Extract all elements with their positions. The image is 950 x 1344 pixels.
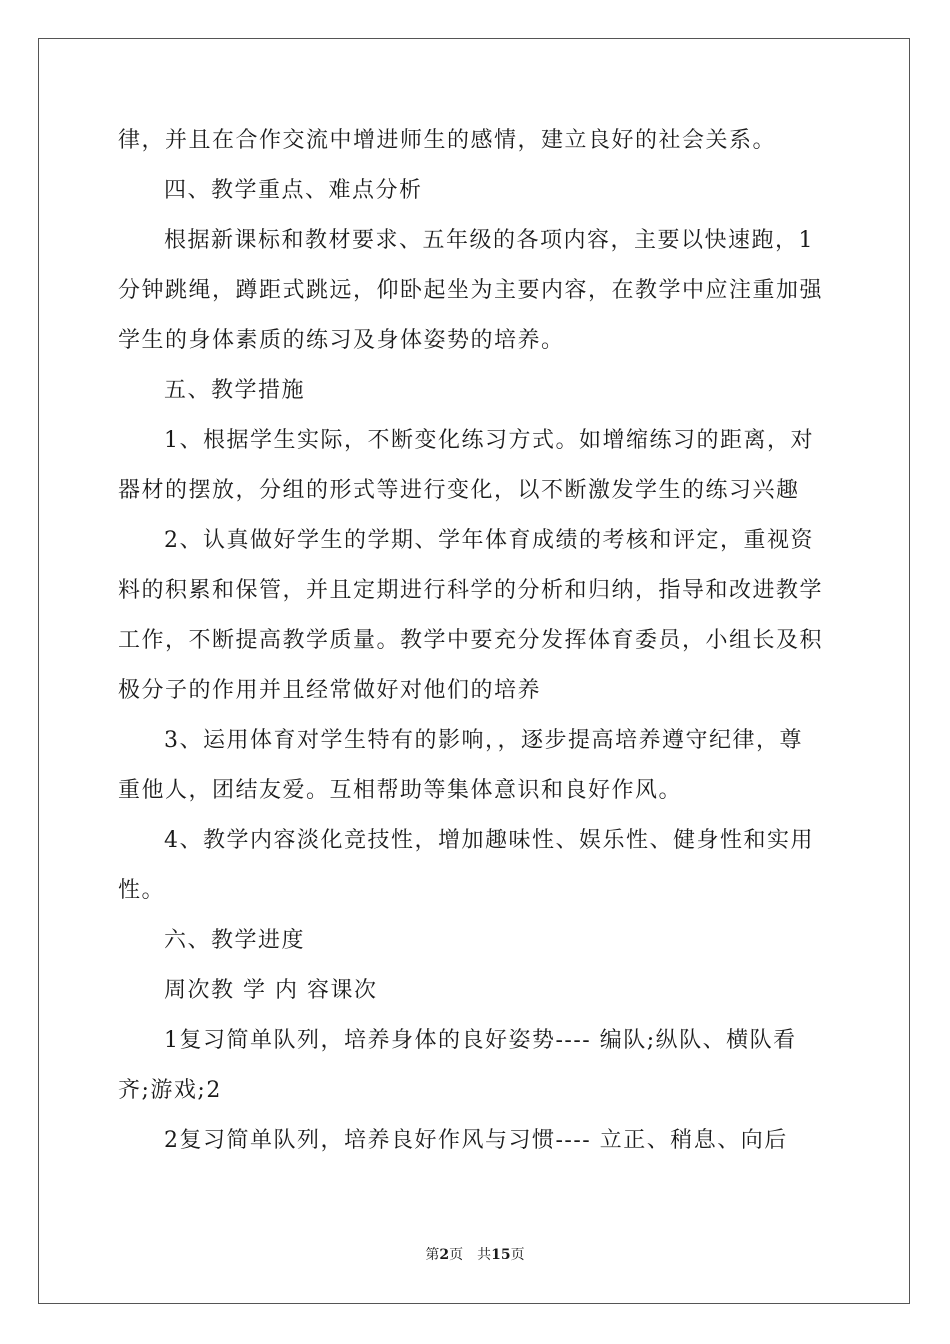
page-footer — [0, 1245, 950, 1265]
text-line: 齐;游戏;2 — [118, 1078, 222, 1103]
footer-total-pages: 15 — [491, 1247, 511, 1263]
text-line: 2复习简单队列，培养良好作风与习惯---- 立正、稍息、向后 — [164, 1128, 788, 1153]
text-line: 4、教学内容淡化竞技性，增加趣味性、娱乐性、健身性和实用 — [164, 828, 814, 853]
text-line: 3、运用体育对学生特有的影响，，逐步提高培养遵守纪律，尊 — [164, 728, 803, 753]
footer-suffix: 页 — [510, 1247, 525, 1263]
text-line: 1复习简单队列，培养身体的良好姿势---- 编队;纵队、横队看 — [164, 1028, 797, 1053]
text-line: 根据新课标和教材要求、五年级的各项内容，主要以快速跑，1 — [164, 228, 814, 253]
text-line: 律，并且在合作交流中增进师生的感情，建立良好的社会关系。 — [118, 128, 777, 153]
text-line: 性。 — [118, 878, 166, 903]
text-line: 学生的身体素质的练习及身体姿势的培养。 — [118, 328, 565, 353]
text-line: 1、根据学生实际，不断变化练习方式。如增缩练习的距离，对 — [164, 428, 814, 453]
footer-mid: 页 共 — [449, 1247, 492, 1263]
text-line: 五、教学措施 — [164, 378, 306, 403]
text-line: 四、教学重点、难点分析 — [164, 178, 423, 203]
document-body — [118, 116, 834, 1166]
text-line: 分钟跳绳，蹲距式跳远，仰卧起坐为主要内容，在教学中应注重加强 — [118, 278, 824, 303]
text-line: 2、认真做好学生的学期、学年体育成绩的考核和评定，重视资 — [164, 528, 814, 553]
text-line: 极分子的作用并且经常做好对他们的培养 — [118, 678, 542, 703]
text-line: 周次教 学 内 容课次 — [164, 978, 378, 1003]
text-line: 六、教学进度 — [164, 928, 306, 953]
text-line: 料的积累和保管，并且定期进行科学的分析和归纳，指导和改进教学 — [118, 578, 824, 603]
text-line: 工作，不断提高教学质量。教学中要充分发挥体育委员，小组长及积 — [118, 628, 824, 653]
footer-page-number: 2 — [439, 1247, 450, 1263]
text-line: 器材的摆放，分组的形式等进行变化，以不断激发学生的练习兴趣 — [118, 478, 800, 503]
text-line: 重他人，团结友爱。互相帮助等集体意识和良好作风。 — [118, 778, 683, 803]
footer-prefix: 第 — [425, 1247, 440, 1263]
